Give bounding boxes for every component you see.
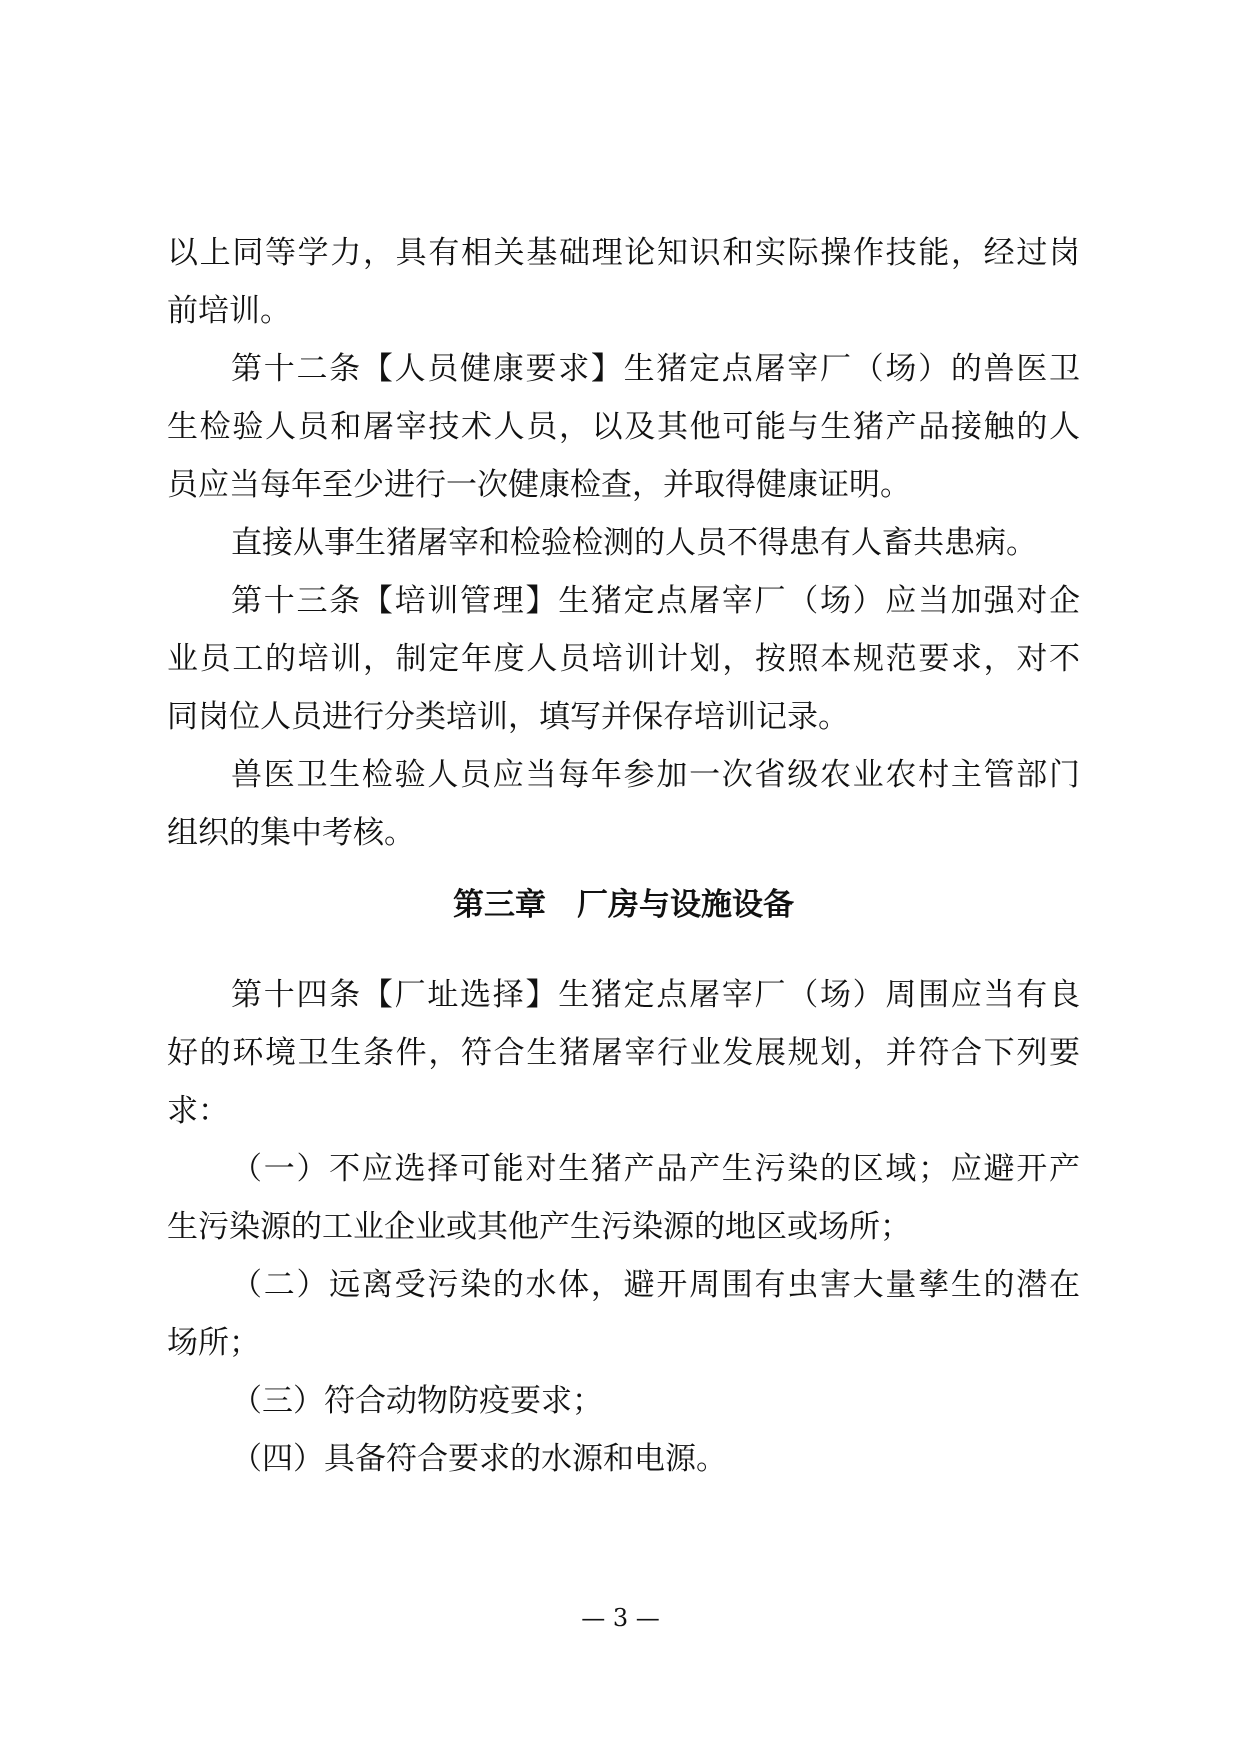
text-line: （一）不应选择可能对生猪产品产生污染的区域；应避开产 [231,1151,1080,1187]
text-line: 第十四条【厂址选择】生猪定点屠宰厂（场）周围应当有良 [231,977,1080,1013]
text-line: （四）具备符合要求的水源和电源。 [231,1441,727,1477]
text-line: 前培训。 [167,293,291,329]
page-number: — 3 — [581,1604,660,1632]
text-line: 直接从事生猪屠宰和检验检测的人员不得患有人畜共患病。 [231,525,1037,561]
text-line: 以上同等学力，具有相关基础理论知识和实际操作技能，经过岗 [167,235,1080,271]
text-line: （二）远离受污染的水体，避开周围有虫害大量孳生的潜在 [231,1267,1080,1303]
text-line: 业员工的培训，制定年度人员培训计划，按照本规范要求，对不 [167,641,1080,677]
text-line: 生检验人员和屠宰技术人员，以及其他可能与生猪产品接触的人 [167,409,1080,445]
text-line: 好的环境卫生条件，符合生猪屠宰行业发展规划，并符合下列要 [167,1035,1080,1071]
chapter-heading: 第三章 厂房与设施设备 [453,887,794,923]
text-line: 求： [167,1093,229,1129]
text-line: 生污染源的工业企业或其他产生污染源的地区或场所； [167,1209,911,1245]
section-after-chapter [167,966,1080,1488]
text-line: 员应当每年至少进行一次健康检查，并取得健康证明。 [167,467,911,503]
text-line: 第十三条【培训管理】生猪定点屠宰厂（场）应当加强对企 [231,583,1080,619]
section-before-chapter [167,224,1080,862]
text-line: 同岗位人员进行分类培训，填写并保存培训记录。 [167,699,849,735]
text-line: 第十二条【人员健康要求】生猪定点屠宰厂（场）的兽医卫 [231,351,1080,387]
text-line: 组织的集中考核。 [167,815,415,851]
body-text [167,224,1080,1488]
text-line: 兽医卫生检验人员应当每年参加一次省级农业农村主管部门 [231,757,1080,793]
text-line: 场所； [167,1325,260,1361]
text-line: （三）符合动物防疫要求； [231,1383,603,1419]
